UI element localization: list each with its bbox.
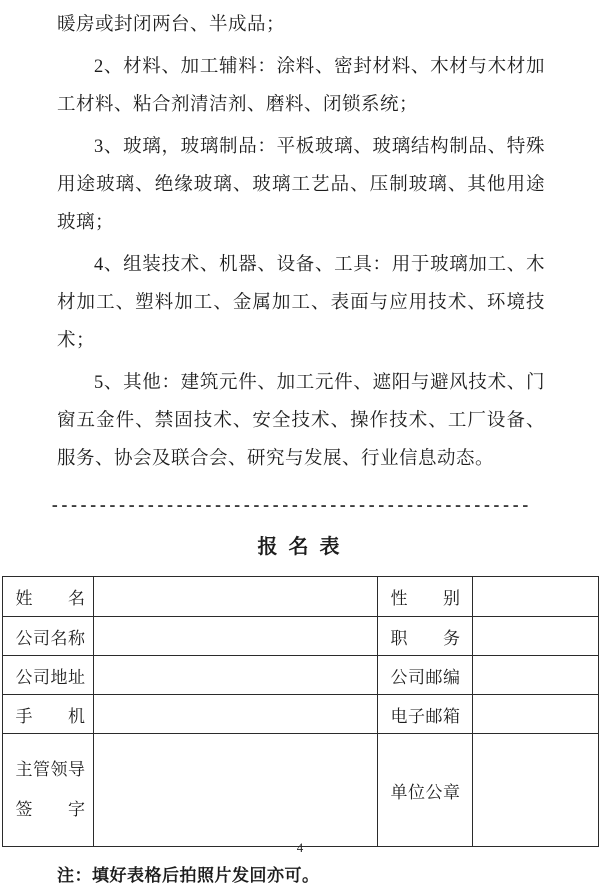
- field-label-position: 职 务: [377, 617, 472, 656]
- dashed-divider: --------------------------------------------------: [50, 497, 531, 515]
- field-value-name: [93, 577, 377, 617]
- field-value-position: [472, 617, 598, 656]
- field-label-gender: 性 别: [377, 577, 472, 617]
- field-label-mobile: 手 机: [2, 695, 93, 734]
- registration-table: [2, 576, 599, 847]
- field-value-company-address: [93, 656, 377, 695]
- body-paragraph: 3、玻璃，玻璃制品：平板玻璃、玻璃结构制品、特殊用途玻璃、绝缘玻璃、玻璃工艺品、压制玻璃、其他用途玻璃；: [57, 137, 545, 233]
- table-row: [2, 617, 598, 656]
- table-row: [2, 577, 598, 617]
- field-value-gender: [472, 577, 598, 617]
- supervisor-label-line1: 主管领导: [15, 760, 86, 779]
- field-label-supervisor-signature: [2, 734, 93, 847]
- body-paragraph: 5、其他：建筑元件、加工元件、遮阳与避风技术、门窗五金件、禁固技术、安全技术、操作技术、工厂设备、服务、协会及联合会、研究与发展、行业信息动态。: [57, 373, 545, 469]
- field-value-company-name: [93, 617, 377, 656]
- body-paragraph: 2、材料、加工辅料：涂料、密封材料、木材与木材加工材料、粘合剂清洁剂、磨料、闭锁系统；: [57, 57, 545, 115]
- field-label-email: 电子邮箱: [377, 695, 472, 734]
- field-value-postal-code: [472, 656, 598, 695]
- page-number: 4: [296, 840, 304, 855]
- form-title: 报 名 表: [257, 536, 343, 558]
- table-row: [2, 695, 598, 734]
- field-label-company-seal: 单位公章: [377, 734, 472, 847]
- field-label-company-address: 公司地址: [2, 656, 93, 695]
- field-value-supervisor-signature: [93, 734, 377, 847]
- field-label-postal-code: 公司邮编: [377, 656, 472, 695]
- field-value-mobile: [93, 695, 377, 734]
- field-label-name: 姓 名: [2, 577, 93, 617]
- table-row: [2, 656, 598, 695]
- supervisor-label-line2: 签 字: [15, 800, 86, 819]
- body-paragraph: 4、组装技术、机器、设备、工具：用于玻璃加工、木材加工、塑料加工、金属加工、表面与应用技术、环境技术；: [57, 255, 545, 351]
- field-value-email: [472, 695, 598, 734]
- field-value-company-seal: [472, 734, 598, 847]
- note-text: 注：填好表格后拍照片发回亦可。: [57, 866, 320, 885]
- body-paragraph: 暖房或封闭两台、半成品；: [57, 15, 286, 35]
- field-label-company-name: 公司名称: [2, 617, 93, 656]
- table-row: [2, 734, 598, 847]
